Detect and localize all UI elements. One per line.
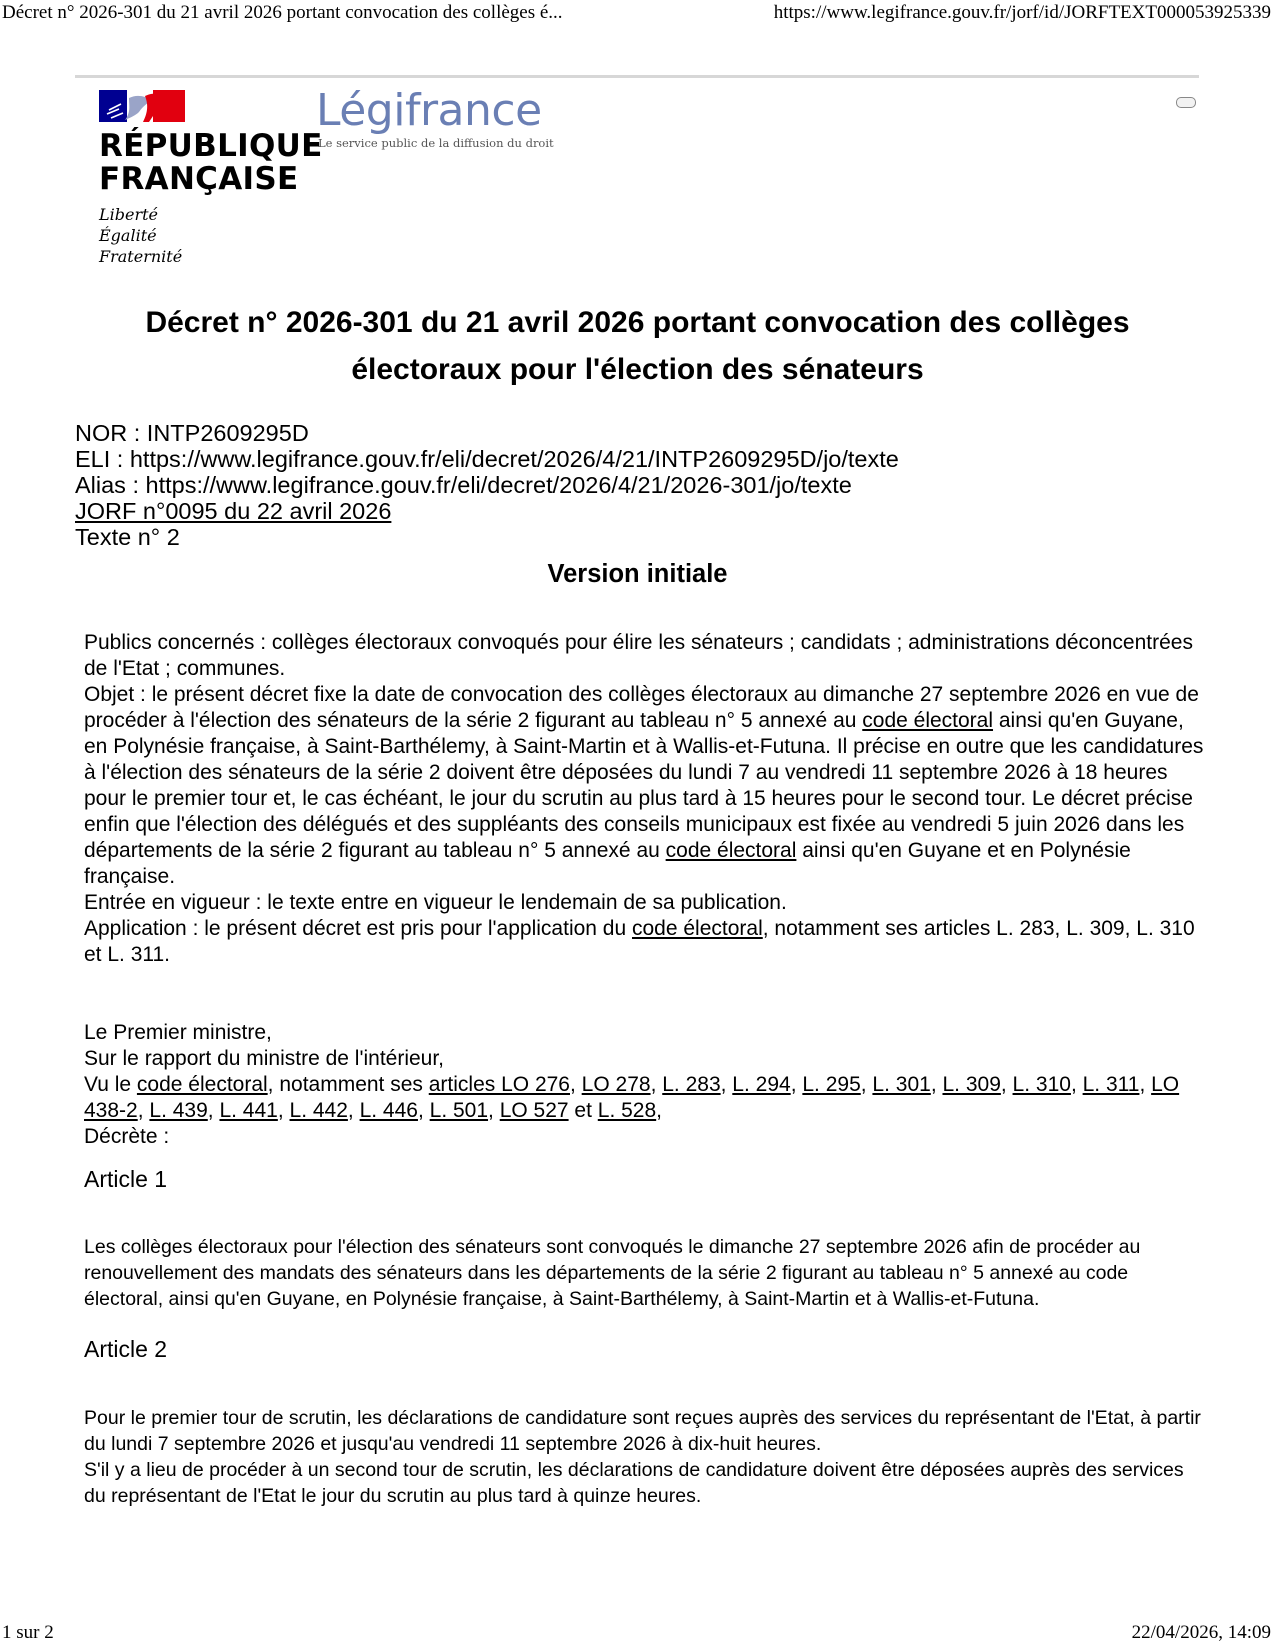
objet-text-3: ainsi qu'en Guyane et en Polynésie française. xyxy=(84,839,1131,888)
logo-line-2: FRANÇAISE xyxy=(99,161,299,197)
separator: , xyxy=(1139,1073,1152,1096)
separator: , xyxy=(720,1073,733,1096)
separator: , xyxy=(930,1073,943,1096)
devise-fraternite: Fraternité xyxy=(99,247,183,266)
devise-egalite: Égalité xyxy=(99,226,157,245)
legifrance-tagline: Le service public de la diffusion du droit xyxy=(318,136,554,150)
objet-paragraph xyxy=(84,682,1204,890)
article-1-paragraph: Les collèges électoraux pour l'élection des sénateurs sont convoqués le dimanche 27 septembre 2026 afin de procéder au renouvellement des mandats des sénateurs dans les départements de la série 2 figurant au tableau n° 5 annexé au code électoral, ainsi qu'en Guyane, en Polynésie française, à Saint-Barthélemy, à Saint-Martin et à Wallis-et-Futuna. xyxy=(84,1236,1141,1310)
notice-summary xyxy=(84,630,1204,968)
article-link[interactable]: L. 441 xyxy=(219,1099,278,1122)
article-link[interactable]: L. 446 xyxy=(359,1099,418,1122)
article-link[interactable]: L. 439 xyxy=(149,1099,208,1122)
eli-link[interactable]: ELI : https://www.legifrance.gouv.fr/eli/decret/2026/4/21/INTP2609295D/jo/texte xyxy=(75,446,899,472)
article-link[interactable]: L. 528 xyxy=(597,1099,657,1122)
separator: , xyxy=(1000,1073,1013,1096)
conjunction-et: et xyxy=(568,1099,598,1122)
premier-ministre: Le Premier ministre, xyxy=(84,1021,272,1044)
article-link[interactable]: LO 438-2 xyxy=(84,1073,1180,1122)
separator: , xyxy=(1070,1073,1083,1096)
devise xyxy=(99,204,319,267)
legifrance-name: Légifrance xyxy=(316,85,542,136)
separator: , xyxy=(277,1099,290,1122)
article-link[interactable]: L. 294 xyxy=(732,1073,791,1096)
nor-reference: NOR : INTP2609295D xyxy=(75,420,309,446)
article-1-heading: Article 1 xyxy=(84,1166,168,1192)
objet-text-1: Objet : le présent décret fixe la date de convocation des collèges électoraux au dimanche 27 septembre 2026 en vue de procéder à l'élection des sénateurs de la série 2 figurant au tableau n° 5 annexé au xyxy=(84,683,1199,732)
application-text-2: , notamment ses articles L. 283, L. 309, L. 310 et L. 311. xyxy=(84,917,1195,966)
menu-toggle-button[interactable] xyxy=(1176,97,1196,108)
print-header-url: https://www.legifrance.gouv.fr/jorf/id/JORFTEXT000053925339 xyxy=(773,2,1271,23)
separator: , xyxy=(570,1073,582,1096)
article-link[interactable]: L. 295 xyxy=(802,1073,861,1096)
article-link[interactable]: L. 501 xyxy=(429,1099,489,1122)
article-1-body xyxy=(84,1234,1204,1312)
article-link[interactable]: L. 283 xyxy=(662,1073,721,1096)
vu-prefix: Vu le xyxy=(84,1073,137,1096)
article-2-paragraph-1: Pour le premier tour de scrutin, les déclarations de candidature sont reçues auprès des services du représentant de l'Etat, à partir du lundi 7 septembre 2026 et jusqu'au vendredi 11 septembre 2026 à dix-huit heures. xyxy=(84,1407,1201,1455)
article-2-heading: Article 2 xyxy=(84,1336,168,1362)
article-link[interactable]: L. 311 xyxy=(1082,1073,1140,1096)
application-paragraph xyxy=(84,916,1204,968)
code-electoral-link[interactable]: code électoral xyxy=(665,839,797,862)
separator: , xyxy=(207,1099,220,1122)
print-footer-datetime: 22/04/2026, 14:09 xyxy=(1131,1622,1271,1643)
vu-mid: , notamment ses xyxy=(267,1073,429,1096)
code-electoral-link[interactable]: code électoral xyxy=(136,1073,268,1096)
devise-liberte: Liberté xyxy=(99,205,158,224)
legifrance-logo[interactable] xyxy=(316,84,554,150)
republique-francaise-logo[interactable] xyxy=(99,90,323,267)
article-link[interactable]: L. 442 xyxy=(289,1099,348,1122)
alias-link[interactable]: Alias : https://www.legifrance.gouv.fr/eli/decret/2026/4/21/2026-301/jo/texte xyxy=(75,472,852,498)
application-text-1: Application : le présent décret est pris pour l'application du xyxy=(84,917,632,940)
separator: , xyxy=(860,1073,873,1096)
entree-en-vigueur: Entrée en vigueur : le texte entre en vigueur le lendemain de sa publication. xyxy=(84,891,787,914)
code-electoral-link[interactable]: code électoral xyxy=(862,709,994,732)
texte-number: Texte n° 2 xyxy=(75,524,180,550)
document-title: Décret n° 2026-301 du 21 avril 2026 portant convocation des collèges électoraux pour l'élection des sénateurs xyxy=(145,306,1130,386)
version-label: Version initiale xyxy=(547,560,728,588)
header-divider xyxy=(75,75,1199,78)
separator: , xyxy=(417,1099,430,1122)
separator: , xyxy=(790,1073,803,1096)
separator: , xyxy=(347,1099,360,1122)
decrete: Décrète : xyxy=(84,1125,170,1148)
article-link[interactable]: L. 301 xyxy=(872,1073,931,1096)
article-link[interactable]: L. 309 xyxy=(942,1073,1001,1096)
article-link[interactable]: LO 278 xyxy=(581,1073,651,1096)
article-2-body xyxy=(84,1405,1204,1509)
rapport-line: Sur le rapport du ministre de l'intérieur, xyxy=(84,1047,445,1070)
separator: , xyxy=(650,1073,663,1096)
marianne-icon xyxy=(99,90,185,122)
print-header-title: Décret n° 2026-301 du 21 avril 2026 portant convocation des collèges é... xyxy=(2,2,563,23)
separator: , xyxy=(488,1099,500,1122)
separator: , xyxy=(656,1099,663,1122)
republique-francaise-title xyxy=(99,128,323,197)
article-link[interactable]: articles LO 276 xyxy=(428,1073,570,1096)
objet-text-2: ainsi qu'en Guyane, en Polynésie française, à Saint-Barthélemy, à Saint-Martin et à Wallis-et-Futuna. Il précise en outre que les candidatures à l'élection des sénateurs de la série 2 doivent être déposées du lundi 7 au vendredi 11 septembre 2026 à 18 heures pour le premier tour et, le cas échéant, le jour du scrutin au plus tard à 15 heures pour le second tour. Le décret précise enfin que l'élection des délégués et des suppléants des conseils municipaux est fixée au vendredi 5 juin 2026 dans les départements de la série 2 figurant au tableau n° 5 annexé au xyxy=(84,709,1204,862)
document-metadata xyxy=(75,420,899,550)
article-link[interactable]: L. 310 xyxy=(1012,1073,1071,1096)
code-electoral-link[interactable]: code électoral xyxy=(632,917,763,940)
logo-line-1: RÉPUBLIQUE xyxy=(99,128,323,164)
article-link[interactable]: LO 527 xyxy=(499,1099,569,1122)
vu-paragraph xyxy=(84,1072,1204,1124)
publics-concernes: Publics concernés : collèges électoraux convoqués pour élire les sénateurs ; candidats ; administrations déconcentrées de l'Etat ; communes. xyxy=(84,631,1193,680)
separator: , xyxy=(137,1099,150,1122)
visas-section xyxy=(84,1020,1204,1150)
jorf-link[interactable]: JORF n°0095 du 22 avril 2026 xyxy=(75,498,392,524)
article-2-paragraph-2: S'il y a lieu de procéder à un second tour de scrutin, les déclarations de candidature doivent être déposées auprès des services du représentant de l'Etat le jour du scrutin au plus tard à quinze heures. xyxy=(84,1459,1184,1507)
print-footer-page: 1 sur 2 xyxy=(2,1622,54,1643)
